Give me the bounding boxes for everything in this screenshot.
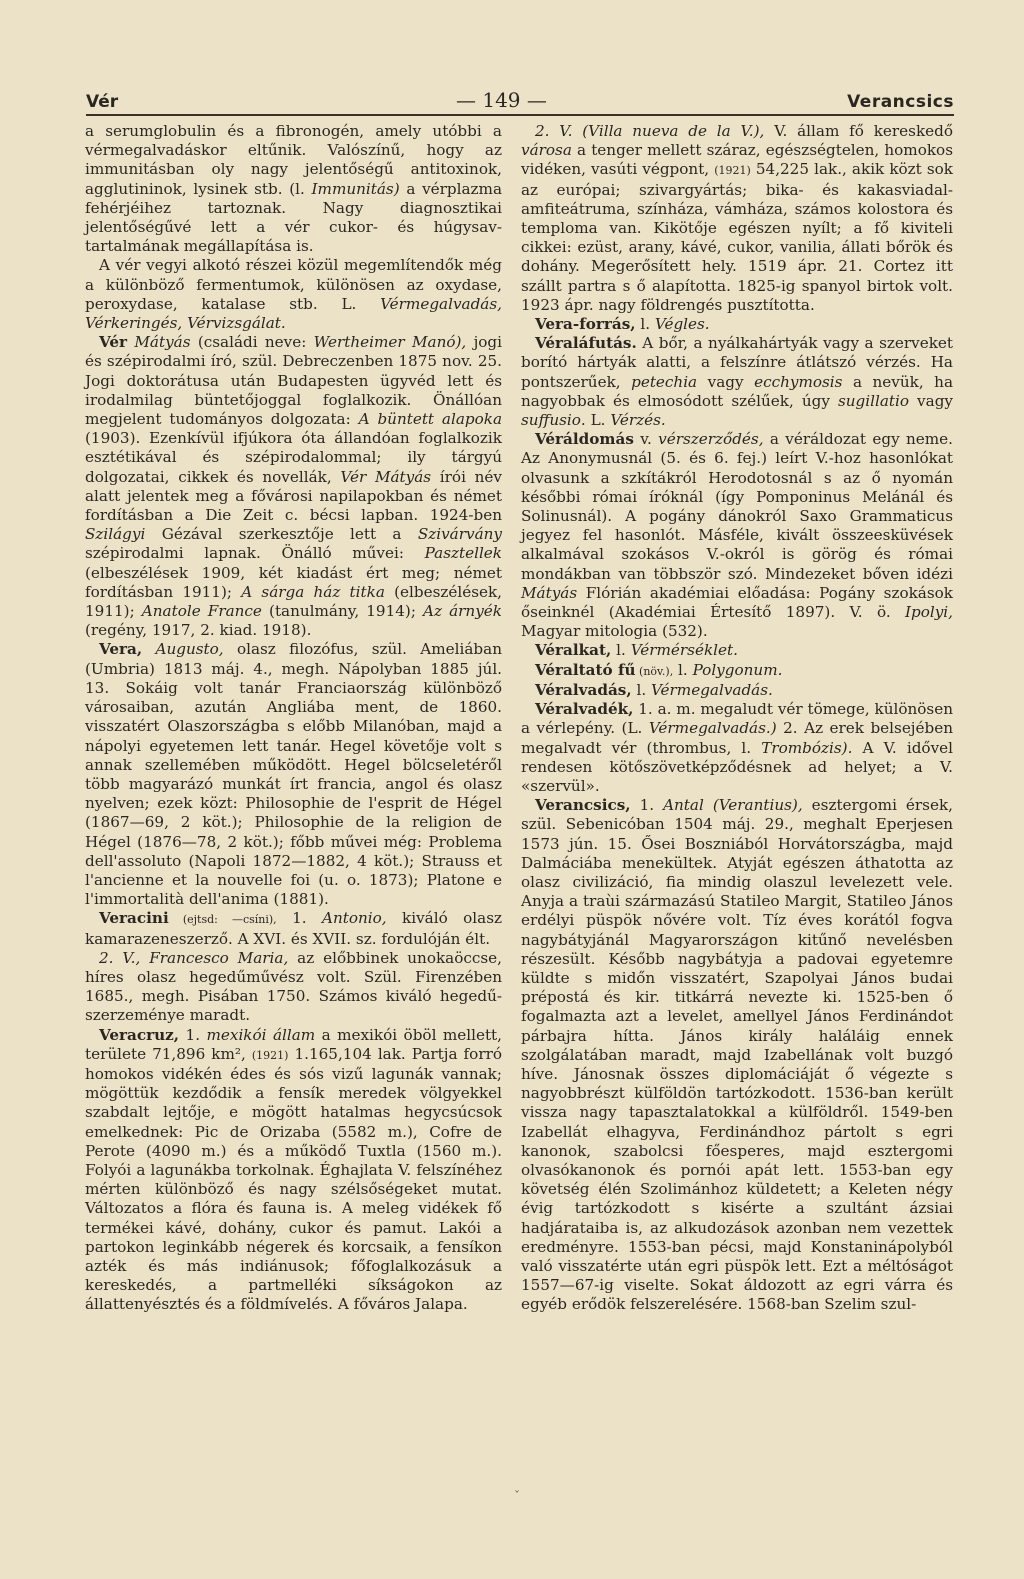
entry-veracini: Veracini (ejtsd: —csíni), 1. Antonio, kiváló olasz kamarazeneszerző. A XVI. és XVII. sz. fordulóján élt. [85, 909, 502, 948]
entry-ver-matyas: Vér Mátyás (családi neve: Wertheimer Manó), jogi és szépirodalmi író, szül. Debreczenben 1875 nov. 25. Jogi doktorátusa után Budapesten ügyvéd lett és irodalmilag büntetőjoggal foglalkozik. Önállóan megjelent tudományos dolgozata: A büntett alapoka (1903). Ezenkívül ifjúkora óta állandóan foglalkozik esztétikával és szépirodalommal; ily tárgyú dolgozatai, cikkek és novellák, Vér Mátyás írói név alatt jelentek meg a fővárosi napilapokban és német fordításban a Die Zeit c. bécsi lapban. 1924-ben Szilágyi Gézával szerkesztője lett a Szivárvány szépirodalmi lapnak. Önálló művei: Pasztellek (elbeszélések 1909, két kiadást ért meg; német fordításban 1911); A sárga ház titka (elbeszélések, 1911); Anatole France (tanulmány, 1914); Az árnyék (regény, 1917, 2. kiad. 1918). [85, 333, 503, 640]
entry-vera: Vera, Augusto, olasz filozófus, szül. Ameliában (Umbria) 1813 máj. 4., megh. Nápolyban 1885 júl. 13. Sokáig volt tanár Franciaország különböző városaiban, azután Angliába ment, de 1860. visszatért Olaszországba s előbb Milanóban, majd a nápolyi egyetemen lett tanár. Hegel követője volt s annak szellemében működött. Hegel bölcseletéről több magyarázó munkát írt francia, angol és olasz nyelven; ezek közt: Philosophie de l'esprit de Hégel (1867—69, 2 köt.); Philosophie de la religion de Hégel (1876—78, 2 köt.); főbb művei még: Problema dell'assoluto (Napoli 1872—1882, 4 köt.); Strauss et l'ancienne et la nouvelle foi (u. o. 1873); Platone e l'immortalità dell'anima (1881). [85, 640, 502, 909]
header-right-guideword: Verancsics [847, 92, 954, 112]
entry-veralkat: Véralkat, l. Vérmérséklet. [535, 641, 738, 660]
entry-veracruz: Veracruz, 1. mexikói állam a mexikói öböl mellett, területe 71,896 km², (1921) 1.165,104 lak. Partja forró homokos vidékén édes és sós vizű lagunák vannak; mögöttük kezdődik a fensík meredek völgyekkel szabdalt lejtője, e mögött hatalmas hegycsúcsok emelkednek: Pic de Orizaba (5582 m.), Cofre de Perote (4090 m.) és a működő Tuxtla (1560 m.). Folyói a lagunákba torkolnak. Éghajlata V. felszínéhez mérten különböző és nagy szélsőségeket mutat. Változatos a flóra és fauna is. A meleg vidékek fő termékei kávé, dohány, cukor és pamut. Lakói a partokon leginkább négerek és korcsaik, a fensíkon azték és más indiánusok; főfoglalkozásuk a kereskedés, a partmelléki síkságokon az állattenyésztés és a földmívelés. A főváros Jalapa. [85, 1025, 502, 1314]
entry-vera-forras: Vera-forrás, l. Végles. [535, 315, 710, 334]
entry-veralvadek: Véralvadék, 1. a. m. megaludt vér tömege, különösen a vérlepény. (L. Vérmegalvadás.) 2. Az erek belsejében megalvadt vér (thrombus, l. Trombózis). A V. idővel rendesen kötőszövetképződésnek ad helyet; a V. «szervül». [521, 700, 953, 795]
entry-veracini-2: 2. V., Francesco Maria, az előbbinek unokaöccse, híres olasz hegedűművész volt. Szül. Firenzében 1685., megh. Pisában 1750. Számos kiváló hegedű-szerzeménye maradt. [85, 948, 502, 1025]
signature-mark: ˇ [514, 1489, 520, 1503]
entry-veraldomas: Véráldomás v. vérszerződés, a véráldozat egy neme. Az Anonymusnál (5. és 6. fej.) leírt V.-hoz hasonlókat olvasunk a szkítákról Herodotosnál s az ő nyomán későbbi római íróknál (így Pomponinus Melánál és Solinusnál). A pogány dánokról Saxo Grammaticus jegyez fel hasonlót. Másféle, kivált összeesküvések alkalmával szokásos V.-okról is görög és római mondákban van többször szó. Mindezeket bőven idézi Mátyás Flórián akadémiai előadása: Pogány szokások őseinknél (Akadémiai Értesítő 1897). V. ö. Ipolyi, Magyar mitologia (532). [521, 430, 953, 641]
left-column [85, 122, 502, 1315]
entry-veralafutas: Véraláfutás. A bőr, a nyálkahártyák vagy a szerveket borító hártyák alatti, a felszínre átlátszó vérzés. Ha pontszerűek, petechia vagy ecchymosis a nevük, ha nagyobbak és elmosódott szélűek, úgy sugillatio vagy suffusio. L. Vérzés. [521, 334, 954, 430]
entry-veralvadas: Véralvadás, l. Vérmegalvadás. [535, 680, 773, 699]
entry-paragraph: A vér vegyi alkotó részei közül megemlítendők még a különböző fermentumok, különösen az oxydase, peroxydase, katalase stb. L. Vérmegalvadás, Vérkeringés, Vérvizsgálat. [85, 256, 502, 333]
entry-verancsics: Verancsics, 1. Antal (Verantius), esztergomi érsek, szül. Sebenicóban 1504 máj. 29., meghalt Eperjesen 1573 jún. 15. Ősei Boszniából Horvátországba, majd Dalmáciába menekültek. Atyját egészen áthatotta az olasz civilizáció, fia mindig olaszul levelezett vele. Anyja a traùi származású Statileo Margit, Statileo János erdélyi püspök nővére volt. Tíz éves korától fogva nagybátyjánál Magyarországon kitűnő nevelésben részesült. Később nagybátyja a padovai egyetemre küldte s midőn visszatért, Szapolyai János budai prépostá és kir. titkárrá nevezte ki. 1525-ben ő fogalmazta azt a levelet, amellyel János Ferdinándot párbajra hítta. János király haláláig ennek szolgálatában maradt, majd Izabellának volt buzgó híve. Jánosnak összes diplomáciáját ő végezte s nagyobbrészt külföldön tartózkodott. 1536-ban került vissza nagy tapasztalatokkal a külföldről. 1549-ben Izabellát elhagyva, Ferdinándhoz pártolt s egri kanonok, szabolcsi főesperes, majd esztergomi olvasókanonok és pornói apát lett. 1553-ban egy követség élén Szolimánhoz küldetett; a Keleten négy évig tartózkodott s kisérte a szultánt ázsiai hadjárataiba is, az alkudozások azonban nem vezettek eredményre. 1553-ban pécsi, majd Konstaninápolyból való visszatérte után egri püspök lett. Ezt a méltóságot 1557—67-ig viselte. Sokat áldozott az egri várra és egyéb erődök felszerelésére. 1568-ban Szelim szul- [521, 796, 953, 1314]
page-number: — 149 — [456, 88, 547, 112]
page-header [86, 86, 954, 116]
entry-veracruz-city: 2. V. (Villa nueva de la V.), V. állam fő kereskedő városa a tenger mellett száraz, egészségtelen, homokos vidéken, vasúti végpont, (1921) 54,225 lak., akik közt sok az európai; szivargyártás; bika- és kakasviadal-amfiteátruma, színháza, vámháza, számos kolostora és temploma van. Kikötője egészen nyílt; a fő kiviteli cikkei: ezüst, arany, kávé, cukor, vanilia, állati bőrök és dohány. Megerősített hely. 1519 ápr. 21. Cortez itt szállt partra s ő alapította. 1825-ig spanyol birtok volt. 1923 ápr. nagy földrengés pusztította. [521, 122, 954, 314]
entry-paragraph: a serumglobulin és a fibronogén, amely utóbbi a vérmegalvadáskor eltűnik. Valószínű, hogy az immunitásban oly nagy jelentőségű antitoxinok, agglutininok, lysinek stb. (l. Immunitás) a vérplazma fehérjéihez tartoznak. Nagy diagnosztikai jelentőségűvé lett a vér cukor- és húgysav-tartalmának megállapítása is. [85, 122, 502, 256]
header-left-guideword: Vér [86, 92, 119, 112]
entry-veraltato-fu: Véraltató fű (növ.), l. Polygonum. [535, 660, 783, 679]
header-rule [86, 114, 954, 116]
right-column [521, 122, 953, 1315]
